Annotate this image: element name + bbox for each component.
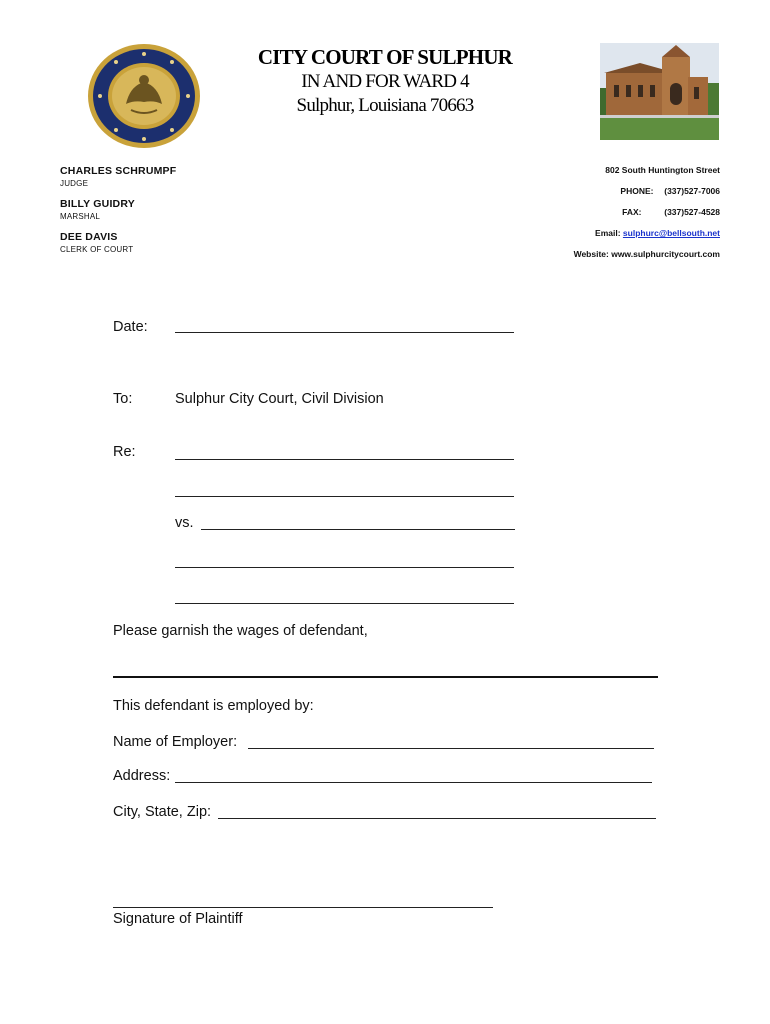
re-line-1[interactable] [175,459,514,460]
court-title: CITY COURT OF SULPHUR [257,45,513,69]
email-line [595,228,720,238]
courthouse-photo [600,43,719,140]
fax-label: FAX: [622,207,642,217]
phone-line [620,186,720,196]
judge-role: JUDGE [60,179,89,188]
phone-number: (337)527-7006 [664,186,720,196]
employer-address-line[interactable] [175,782,652,783]
clerk-name: DEE DAVIS [60,231,118,243]
marshal-name: BILLY GUIDRY [60,198,135,210]
website-line: Website: www.sulphurcitycourt.com [573,249,720,259]
court-subtitle: IN AND FOR WARD 4 [301,71,469,92]
signature-line[interactable] [113,907,493,908]
re-line-4[interactable] [175,567,514,568]
date-label: Date: [113,319,148,335]
employed-by-text: This defendant is employed by: [113,698,314,714]
clerk-role: CLERK OF COURT [60,245,134,254]
signature-label: Signature of Plaintiff [113,911,243,927]
vs-label: vs. [175,515,194,531]
to-value: Sulphur City Court, Civil Division [175,391,384,407]
garnish-instruction: Please garnish the wages of defendant, [113,623,368,639]
email-link[interactable]: sulphurc@bellsouth.net [622,228,720,238]
to-label: To: [113,391,133,407]
fax-line [622,207,720,217]
re-label: Re: [113,444,136,460]
employer-name-label: Name of Employer: [113,734,238,750]
fax-number: (337)527-4528 [664,207,720,217]
defendant-name-line[interactable] [113,676,658,678]
court-address: 802 South Huntington Street [605,165,720,175]
re-line-5[interactable] [175,603,514,604]
re-line-2[interactable] [175,496,514,497]
employer-address-label: Address: [113,768,171,784]
employer-name-line[interactable] [248,748,654,749]
date-line[interactable] [175,332,514,333]
judge-name: CHARLES SCHRUMPF [60,165,177,177]
phone-label: PHONE: [620,186,654,196]
city-state-zip-label: City, State, Zip: [113,804,212,820]
court-location: Sulphur, Louisiana 70663 [296,95,474,116]
city-state-zip-line[interactable] [218,818,656,819]
email-label: Email: [595,228,621,238]
re-line-vs[interactable] [201,529,515,530]
marshal-role: MARSHAL [60,212,101,221]
